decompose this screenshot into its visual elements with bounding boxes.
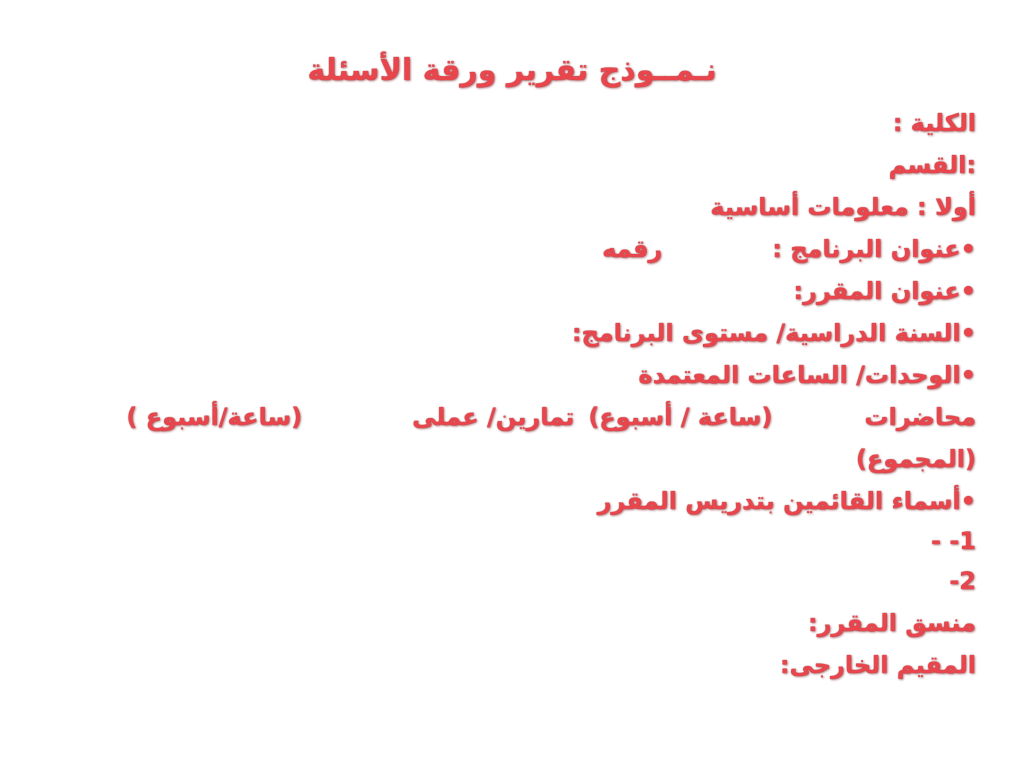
lecture-hours-label: (ساعة / أسبوع) [588, 403, 773, 431]
total-label: (المجموع) [855, 445, 976, 473]
credit-hours-label: •الوحدات/ الساعات المعتمدة [638, 361, 976, 389]
external-examiner-label: المقيم الخارجى: [779, 651, 976, 679]
instructor-1-label: 1- - [931, 527, 976, 555]
basic-info-label: أولا : معلومات أساسية [710, 193, 976, 221]
instructor-1-line [931, 521, 976, 561]
instructor-2-line [949, 561, 976, 601]
coordinator-label: منسق المقرر: [807, 609, 976, 637]
instructors-label: •أسماء القائمين بتدريس المقرر [597, 487, 976, 515]
exercises-label: تمارين/ عملى [412, 403, 575, 431]
slide-title: نـمــوذج تقرير ورقة الأسئلة [307, 53, 717, 88]
coordinator-line [808, 603, 976, 643]
total-line [856, 439, 976, 479]
external-examiner-line [780, 645, 976, 685]
department-label: :القسم [888, 151, 976, 179]
credit-hours-line [638, 355, 976, 395]
basic-info-heading [710, 187, 976, 227]
course-title-line [793, 271, 976, 311]
study-year-label: •السنة الدراسية/ مستوى البرنامج: [571, 319, 976, 347]
program-number-label: رقمه [602, 235, 663, 263]
program-title-line [602, 229, 976, 269]
exercise-hours-label: (ساعة/أسبوع ) [126, 403, 303, 431]
instructor-2-label: 2- [949, 567, 976, 595]
college-line [893, 103, 976, 143]
lectures-label: محاضرات [864, 403, 976, 431]
instructors-line [598, 481, 976, 521]
study-year-line [572, 313, 976, 353]
program-title-label: •عنوان البرنامج : [772, 235, 976, 263]
college-label: الكلية : [892, 109, 976, 137]
department-line [889, 145, 976, 185]
course-title-label: •عنوان المقرر: [793, 277, 976, 305]
hours-breakdown-line [126, 397, 976, 437]
